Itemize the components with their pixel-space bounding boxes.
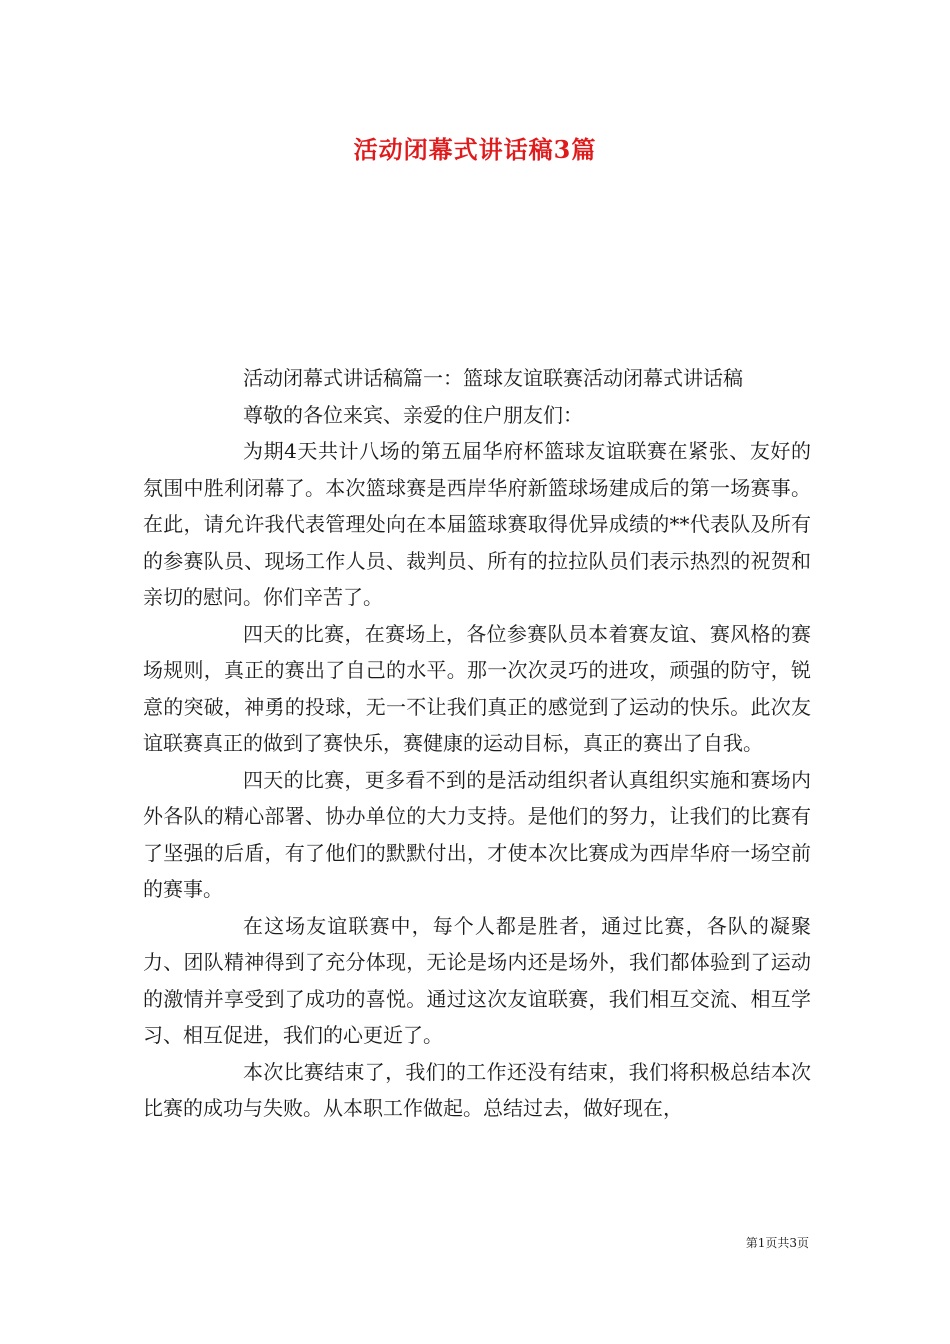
document-body [143,360,811,1127]
page-title: 活动闭幕式讲话稿3篇 [353,135,597,164]
paragraph: 四天的比赛，在赛场上，各位参赛队员本着赛友谊、赛风格的赛场规则，真正的赛出了自己的水平。那一次次灵巧的进攻，顽强的防守，锐意的突破，神勇的投球，无一不让我们真正的感觉到了运动的快乐。此次友谊联赛真正的做到了赛快乐，赛健康的运动目标，真正的赛出了自我。 [143,621,811,755]
paragraph: 四天的比赛，更多看不到的是活动组织者认真组织实施和赛场内外各队的精心部署、协办单位的大力支持。是他们的努力，让我们的比赛有了坚强的后盾，有了他们的默默付出，才使本次比赛成为西岸华府一场空前的赛事。 [143,767,811,901]
paragraph-salutation: 尊敬的各位来宾、亲爱的住户朋友们： [243,402,583,427]
paragraph: 为期4天共计八场的第五届华府杯篮球友谊联赛在紧张、友好的氛围中胜利闭幕了。本次篮球赛是西岸华府新篮球场建成后的第一场赛事。在此，请允许我代表管理处向在本届篮球赛取得优异成绩的**代表队及所有的参赛队员、现场工作人员、裁判员、所有的拉拉队员们表示热烈的祝贺和亲切的慰问。你们辛苦了。 [143,439,811,609]
paragraph: 在这场友谊联赛中，每个人都是胜者，通过比赛，各队的凝聚力、团队精神得到了充分体现，无论是场内还是场外，我们都体验到了运动的激情并享受到了成功的喜悦。通过这次友谊联赛，我们相互交流、相互学习、相互促进，我们的心更近了。 [143,913,811,1047]
paragraph: 本次比赛结束了，我们的工作还没有结束，我们将积极总结本次比赛的成功与失败。从本职工作做起。总结过去，做好现在， [143,1059,811,1120]
paragraph-heading: 活动闭幕式讲话稿篇一：篮球友谊联赛活动闭幕式讲话稿 [243,366,743,390]
page-number: 第1页共3页 [745,1236,809,1250]
